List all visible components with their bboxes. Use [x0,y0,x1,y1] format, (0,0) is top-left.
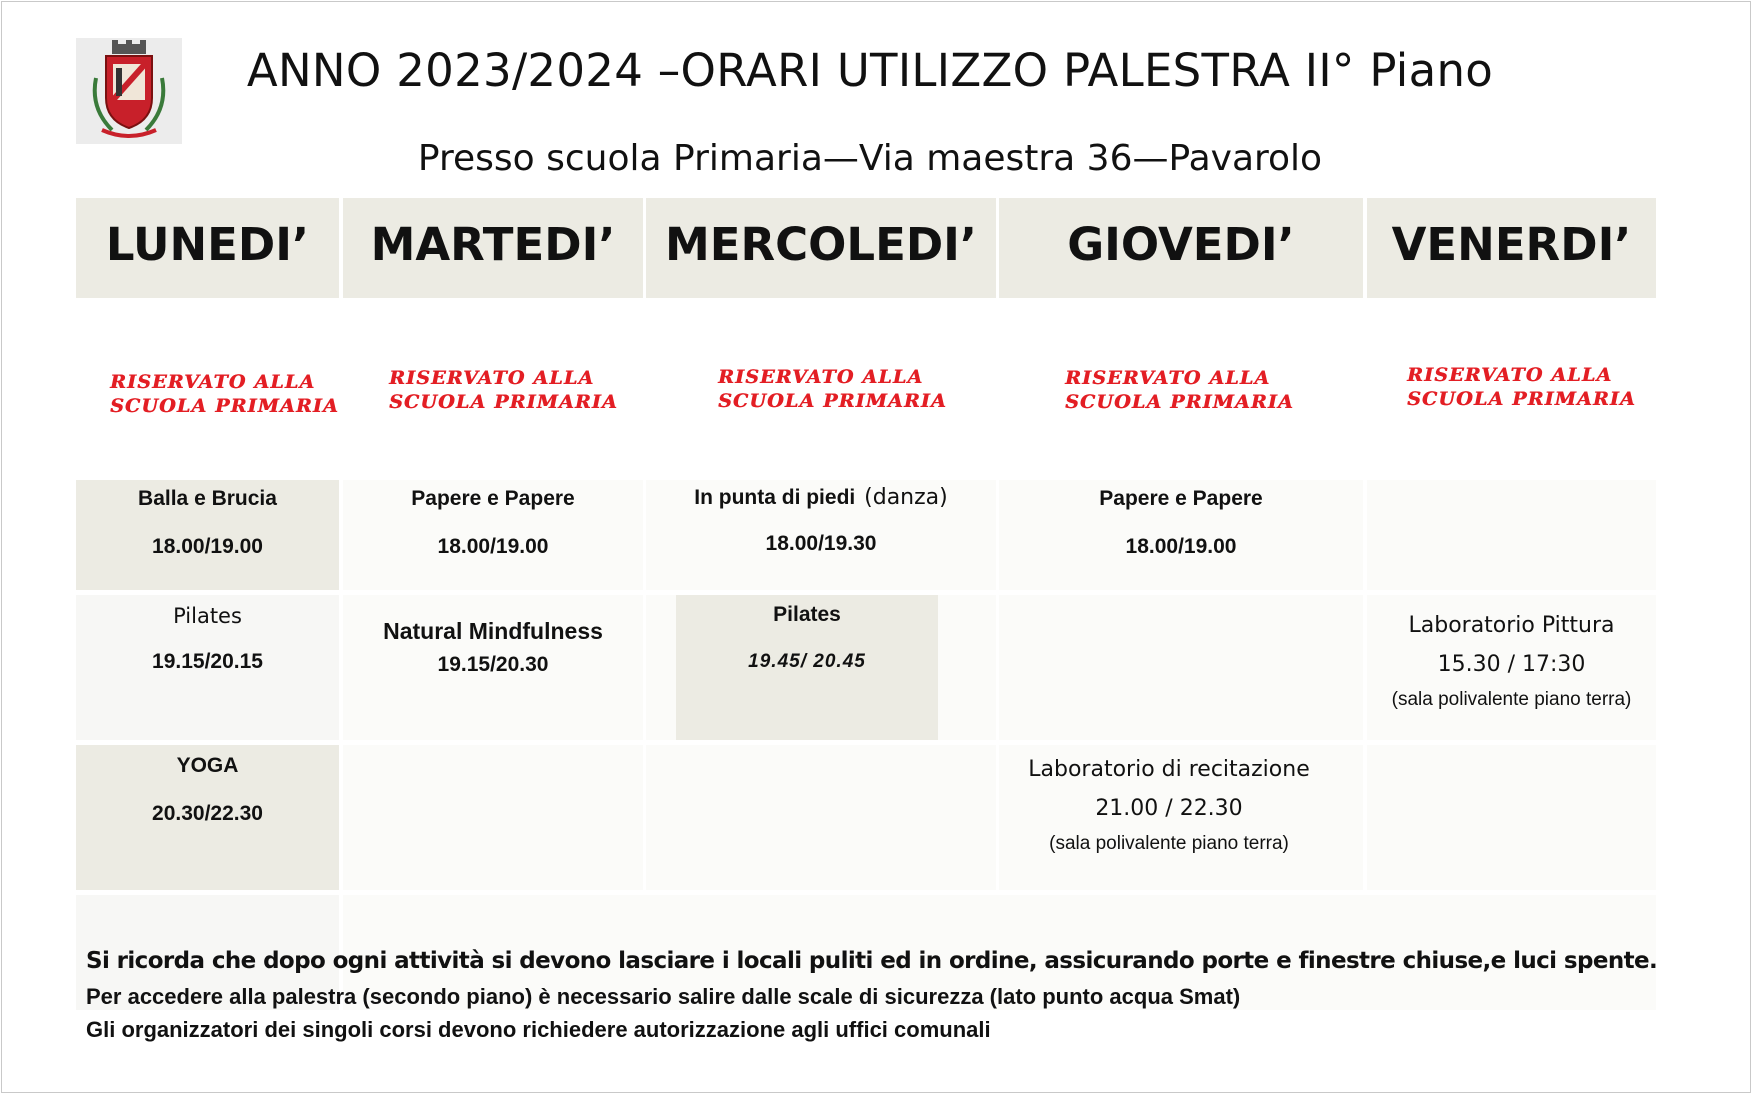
slot-mon-3 [76,754,339,826]
activity-time: 18.00/19.00 [152,535,263,558]
slot-tue-2 [343,618,643,677]
activity-time: 19.15/20.15 [152,650,263,673]
reserved-line2: SCUOLA PRIMARIA [718,390,947,412]
activity-name: Papere e Papere [411,487,575,510]
slot-mon-2 [76,604,339,674]
activity-extra: (danza) [864,485,948,510]
activity-name: Natural Mindfulness [383,618,603,644]
activity-time: 20.30/22.30 [152,802,263,825]
activity-time: 18.00/19.00 [1125,535,1237,558]
reserved-thursday [1065,366,1294,414]
activity-name: YOGA [176,754,239,777]
slot-bg-thu-2 [999,595,1363,740]
slot-thu-1 [999,487,1363,559]
activity-time: 19.15/20.30 [437,653,549,676]
activity-time: 15.30 / 17:30 [1437,652,1586,677]
activity-name: Pilates [773,603,841,626]
page-subtitle: Presso scuola Primaria—Via maestra 36—Pavarolo [417,138,1323,179]
reserved-line2: SCUOLA PRIMARIA [1065,391,1294,413]
reserved-line1: RISERVATO ALLA [718,366,924,388]
reserved-line1: RISERVATO ALLA [1407,364,1613,386]
reserved-friday [1407,363,1636,411]
footer-note-authorization: Gli organizzatori dei singoli corsi devono richiedere autorizzazione agli uffici comunali [86,1017,991,1042]
slot-fri-2 [1367,613,1656,711]
reserved-line2: SCUOLA PRIMARIA [1407,388,1636,410]
activity-name: Papere e Papere [1099,487,1263,510]
activity-name: Laboratorio Pittura [1408,613,1615,638]
coat-of-arms-icon [76,38,182,144]
slot-wed-2 [676,603,938,673]
page-title: ANNO 2023/2024 –ORARI UTILIZZO PALESTRA II° Piano [246,44,1494,97]
reserved-wednesday [718,365,947,413]
day-header-friday: VENERDI’ [1367,198,1656,298]
reserved-line2: SCUOLA PRIMARIA [110,395,339,417]
slot-thu-3 [999,757,1339,855]
activity-time: 21.00 / 22.30 [1095,796,1243,821]
activity-location: (sala polivalente piano terra) [1391,689,1632,710]
reserved-line1: RISERVATO ALLA [389,367,595,389]
slot-bg-wed-3 [646,745,996,890]
reserved-line2: SCUOLA PRIMARIA [389,391,618,413]
coat-of-arms-logo [76,38,182,144]
day-header-monday: LUNEDI’ [76,198,339,298]
reserved-line1: RISERVATO ALLA [1065,367,1271,389]
slot-bg-fri-3 [1367,745,1656,890]
slot-mon-1 [76,487,339,559]
day-header-tuesday: MARTEDI’ [343,198,643,298]
activity-name: Balla e Brucia [138,487,277,510]
footer-note-cleanliness: Si ricorda che dopo ogni attività si devono lasciare i locali puliti ed in ordine, assicurando porte e finestre chiuse,e luci spente. [86,948,1658,974]
reserved-monday [110,370,339,418]
reserved-line1: RISERVATO ALLA [110,371,316,393]
footer-note-access: Per accedere alla palestra (secondo piano) è necessario salire dalle scale di sicurezza (lato punto acqua Smat) [86,984,1241,1009]
day-header-thursday: GIOVEDI’ [999,198,1363,298]
activity-time: 18.00/19.00 [437,535,549,558]
activity-location: (sala polivalente piano terra) [1049,833,1289,854]
slot-bg-fri-1 [1367,480,1656,590]
slot-bg-tue-3 [343,745,643,890]
reserved-tuesday [389,366,618,414]
activity-name: In punta di piedi [694,486,856,509]
slot-tue-1 [343,487,643,559]
slot-wed-1 [646,485,996,556]
activity-name: Laboratorio di recitazione [1028,757,1310,782]
activity-name: Pilates [173,604,242,628]
activity-time: 19.45/ 20.45 [748,651,866,672]
activity-time: 18.00/19.30 [765,532,877,555]
day-header-wednesday: MERCOLEDI’ [646,198,996,298]
